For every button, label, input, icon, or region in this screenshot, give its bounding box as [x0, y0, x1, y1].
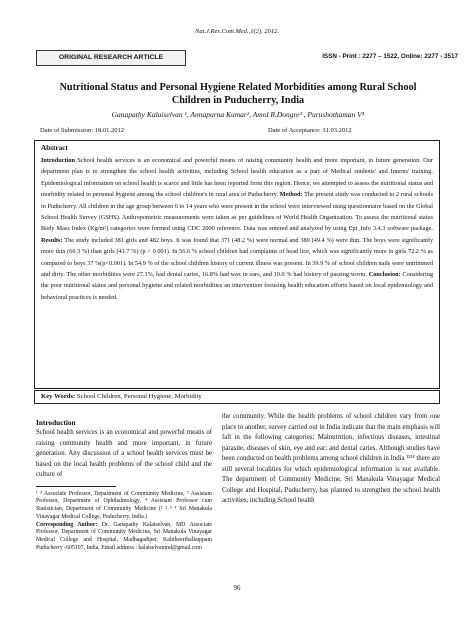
issn-info: ISSN - Print : 2277 – 1522, Online: 2277 - 3517 — [322, 53, 458, 60]
abstract-conclusion-label: Conclusion: — [368, 271, 401, 279]
abstract-method: The present study was conducted in 2 rural schools in Puducherry. All children in the age group between 6 to 14 years who were present in the school were interviewed using questionnaire based on the Global School Health Survey (GSHS). Anthropometric measurements were taken as per guidelines of World Health Organization. To assess the nutritional status Body Mass Index (Kg/m²) categories were formed using CDC 2000 reference. Data was entered and analyzed by using Epi_Info 3.4.3 software package. — [41, 191, 433, 233]
abstract-results-label: Results: — [41, 236, 63, 244]
corresponding-author-label: Corresponding Author: — [36, 521, 98, 528]
keywords-text: School Children, Personal Hygiene, Morbidity — [75, 393, 202, 400]
introduction-heading: Introduction — [36, 418, 76, 427]
footnote-divider — [36, 486, 116, 487]
article-header-bar — [36, 50, 466, 66]
abstract-box — [34, 140, 440, 389]
journal-citation: Nat.J.Res.Com.Med.,1(2), 2012. — [195, 28, 279, 35]
page-number: 96 — [233, 584, 241, 592]
keywords-label: Key Words: — [41, 393, 76, 400]
abstract-conclusion: Considering the poor nutritional status and personal hygiene and related morbidities an intervention focusing health education efforts based on local epidemiology and behavioral practices is needed. — [41, 271, 433, 301]
corresponding-author-text: Dr. Ganapathy Kalaiselvan, MD Associate Professor, Department of Community Medicine, Sri Manakula Vinayagar Medical College and Hospital, Madhagadipet, Kalitheerthalkuppam Puducherry -605107, India, Email address : kalaiselvanmd@gmail.com — [36, 521, 212, 552]
submission-dates — [40, 127, 440, 137]
date-of-acceptance: Date of Acceptance: 31.03.2012 — [268, 127, 352, 134]
corresponding-author-footnote — [36, 522, 212, 553]
abstract-heading: Abstract — [41, 144, 68, 152]
abstract-introduction-label: Introduction — [41, 157, 75, 164]
keywords-box — [34, 390, 440, 404]
left-column — [36, 418, 212, 553]
paper-title: Nutritional Status and Personal Hygiene Related Morbidities among Rural School Children in Puducherry, India — [59, 82, 417, 106]
author-list: Ganapathy Kalaiselvan ¹, Annapurna Kumar², Amol R.Dongre³ , Purushothaman V⁴ — [111, 110, 365, 119]
abstract-results: The study included 381 girls and 482 boys. It was found that 371 (48.2 %) were normal and 380 (49.4 %) were thin. The boys were significantly more thin (60.3 %) than girls (41.7 %) (p < 0.001). In 56.6 % school children had complaints of head lice, which was significantly more in girls 72.2 % as compared to boys 37 %(p<0.001). In 54.9 % of the school children history of current illness was present. In 39.9 % of school children nails were untrimmed and dirty. The other morbidities were 27.1%, had dental caries, 16.8% had wax in ears, and 10.0 % had history of passing worm. — [41, 236, 433, 279]
article-type-label: ORIGINAL RESEARCH ARTICLE — [36, 50, 186, 66]
date-of-submission: Date of Submission: 18.01.2012 — [40, 127, 124, 134]
abstract-method-label: Method: — [279, 191, 303, 199]
abstract-text — [41, 155, 433, 303]
introduction-text-right: the community. While the health problems of school children vary from one place to another, survey carried out in India indicate that the main emphasis will fall in the following categories: Malnutrition, infectious diseases, intestinal parasite, diseases of skin, eye and ear; and dental caries. Although studies have been conducted on health problems among school children in India ¹²³⁴ there are still several localities for which epidemiological information is not available. The department of Community Medicine, Sri Manakula Vinayagar Medical College and Hospital, Puducherry, has planned to strengthen the school health activities, including School health — [222, 413, 440, 504]
affiliations-footnote: ¹ ³ Associate Professor, Department of Community Medicine, ² Assistant Professor, Department of Ophthalmology, ⁴ Assistant Professor cum Statistician, Department of Community Medicine (¹ ² ³ ⁴ Sri Manakula Vinayagar Medical College, Puducherry, India.) — [36, 490, 212, 520]
abstract-introduction: School health services is an economical and powerful means of raising community health and more important, in future generation. Our department plan is to strengthen the school health activities, including School health education as a part of Medical students' and Interns' training. Epidemiological information on school health is scarce and little has been reported from this region. Hence, we attempted to assess the nutritional status and morbidity related to personal hygiene among the school children's in rural area of Puducherry. — [41, 157, 433, 199]
introduction-text-left: School health services is an economical and powerful means of raising community health and more important, in future generation. Any discussion of a school health services must be based on the local health problems of the school child and the culture of — [36, 429, 212, 478]
right-column — [222, 412, 440, 507]
